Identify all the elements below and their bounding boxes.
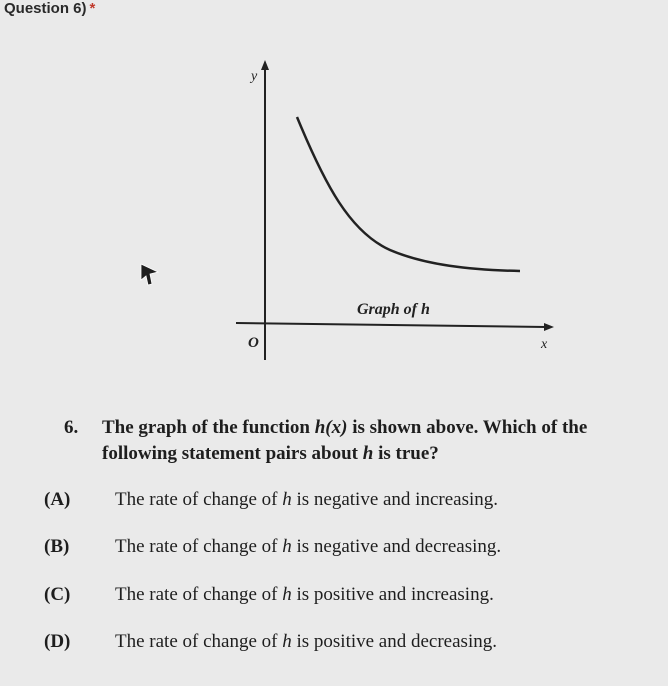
x-axis-label: x	[541, 337, 548, 352]
function-notation: h(x)	[314, 417, 348, 438]
origin-label: O	[248, 335, 259, 351]
choice-text: The rate of change of h is negative and increasing.	[115, 489, 499, 510]
choice-text: The rate of change of h is positive and increasing.	[115, 584, 494, 605]
question-number: 6.	[64, 417, 79, 438]
choice-text: The rate of change of h is negative and decreasing.	[115, 536, 502, 557]
choice-letter: (D)	[44, 631, 71, 652]
choice-letter: (C)	[44, 584, 71, 605]
question-line-2: following statement pairs about h is true?	[102, 443, 439, 464]
question-text	[102, 415, 662, 467]
question-line-1: The graph of the function h(x) is shown above. Which of the	[102, 417, 588, 438]
choice-text: The rate of change of h is positive and decreasing.	[115, 631, 497, 652]
choice-letter: (B)	[44, 536, 70, 557]
choice-letter: (A)	[44, 489, 71, 510]
required-asterisk: *	[89, 0, 96, 17]
graph-caption: Graph of h	[357, 301, 430, 318]
y-axis-label: y	[251, 69, 258, 84]
question-title: Question 6)	[4, 0, 87, 17]
